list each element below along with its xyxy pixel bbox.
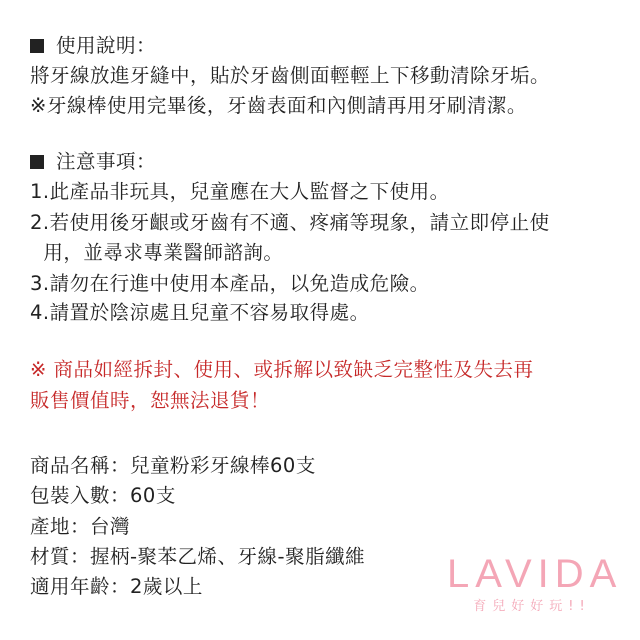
return-policy-warning: ※ 商品如經拆封、使用、或拆解以致缺乏完整性及失去再 xyxy=(30,358,534,381)
caution-line: 1.此產品非玩具，兒童應在大人監督之下使用。 xyxy=(30,180,450,203)
spec-line: 材質：握柄-聚苯乙烯、牙線-聚脂纖維 xyxy=(30,545,366,568)
square-bullet-icon xyxy=(30,155,44,169)
usage-heading: 使用說明： xyxy=(30,31,156,61)
square-bullet-icon xyxy=(30,39,44,53)
caution-line: 2.若使用後牙齦或牙齒有不適、疼痛等現象，請立即停止使 xyxy=(30,211,550,234)
brand-logo xyxy=(447,552,623,616)
caution-line: 4.請置於陰涼處且兒童不容易取得處。 xyxy=(30,301,370,324)
cautions-heading: 注意事項： xyxy=(30,147,156,177)
spec-line: 包裝入數：60支 xyxy=(30,484,176,507)
usage-line: 將牙線放進牙縫中，貼於牙齒側面輕輕上下移動清除牙垢。 xyxy=(30,64,551,87)
spec-line: 商品名稱：兒童粉彩牙線棒60支 xyxy=(30,454,316,477)
caution-line: 用，並尋求專業醫師諮詢。 xyxy=(30,241,284,264)
logo-tagline: 育兒好好玩!! xyxy=(473,599,591,614)
spec-line: 適用年齡：2歲以上 xyxy=(30,575,203,598)
return-policy-warning: 販售價值時，恕無法退貨！ xyxy=(30,389,271,412)
logo-wordmark: LAVIDA xyxy=(447,552,623,596)
caution-line: 3.請勿在行進中使用本產品，以免造成危險。 xyxy=(30,272,430,295)
spec-line: 產地：台灣 xyxy=(30,515,131,538)
usage-line: ※牙線棒使用完畢後，牙齒表面和內側請再用牙刷清潔。 xyxy=(30,94,527,117)
